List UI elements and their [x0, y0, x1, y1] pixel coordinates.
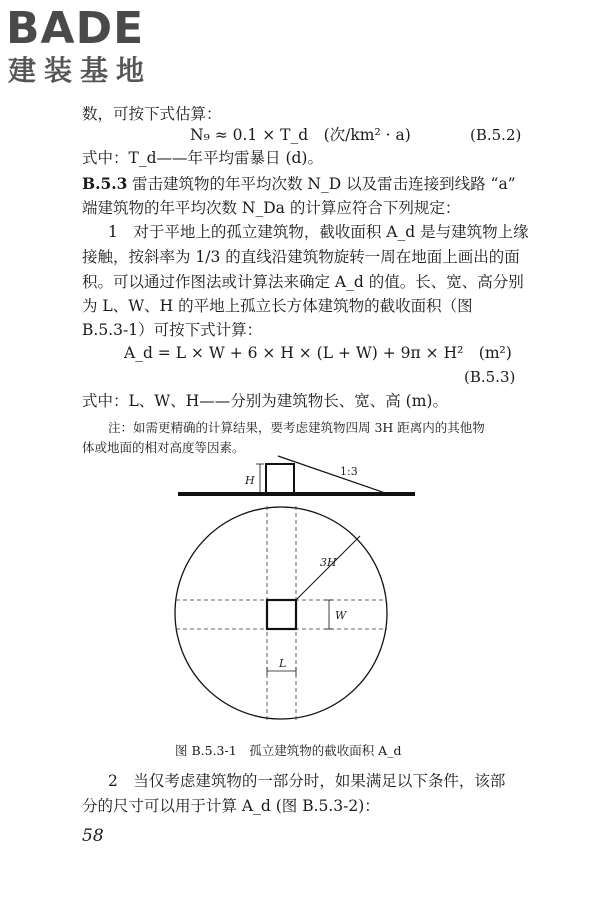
height-label: H	[245, 474, 255, 487]
equation-b53: A_d = L × W + 6 × H × (L + W) + 9π × H² (m²)	[124, 344, 512, 362]
text-line-11: 2 当仅考虑建筑物的一部分时，如果满足以下条件，该部	[108, 772, 506, 790]
building-elevation	[266, 464, 294, 494]
radius-label: 3H	[320, 556, 337, 569]
text-line-7: 积。可以通过作图法或计算法来确定 A_d 的值。长、宽、高分别	[82, 273, 524, 291]
slope-label: 1:3	[340, 465, 358, 478]
logo-subtitle: 建装基地	[8, 54, 153, 87]
note-line-1: 注：如需更精确的计算结果，要考虑建筑物四周 3H 距离内的其他物	[108, 420, 485, 435]
text-line-10: 式中：L、W、H——分别为建筑物长、宽、高 (m)。	[82, 392, 448, 410]
text-line-9: B.5.3-1）可按下式计算：	[82, 321, 263, 339]
equation-b52-number: (B.5.2)	[470, 126, 522, 144]
equation-b52: N₉ ≈ 0.1 × T_d (次/km² · a)	[190, 126, 411, 144]
logo-brand: BADE	[6, 3, 145, 54]
text-line-3: 雷击建筑物的年平均次数 N_D 以及雷击连接到线路 “a”	[132, 175, 516, 193]
text-line-2: 式中：T_d——年平均雷暴日 (d)。	[82, 149, 323, 167]
building-plan	[267, 600, 296, 629]
collection-area-circle	[175, 507, 387, 719]
figure-caption: 图 B.5.3-1 孤立建筑物的截收面积 A_d	[175, 743, 402, 758]
width-label: W	[335, 609, 347, 622]
page-number: 58	[82, 826, 104, 846]
text-line-6: 接触，按斜率为 1/3 的直线沿建筑物旋转一周在地面上画出的面	[82, 248, 520, 266]
equation-b53-number: (B.5.3)	[464, 368, 516, 386]
section-heading-b53: B.5.3	[82, 174, 128, 193]
text-line-1: 数，可按下式估算：	[82, 105, 222, 123]
text-line-5: 1 对于平地上的孤立建筑物，截收面积 A_d 是与建筑物上缘	[108, 223, 529, 241]
text-line-4: 端建筑物的年平均次数 N_Da 的计算应符合下列规定：	[82, 199, 461, 217]
text-line-12: 分的尺寸可以用于计算 A_d (图 B.5.3-2)：	[82, 797, 380, 815]
text-line-8: 为 L、W、H 的平地上孤立长方体建筑物的截收面积（图	[82, 297, 473, 315]
length-label: L	[279, 657, 287, 670]
note-line-2: 体或地面的相对高度等因素。	[82, 440, 245, 455]
